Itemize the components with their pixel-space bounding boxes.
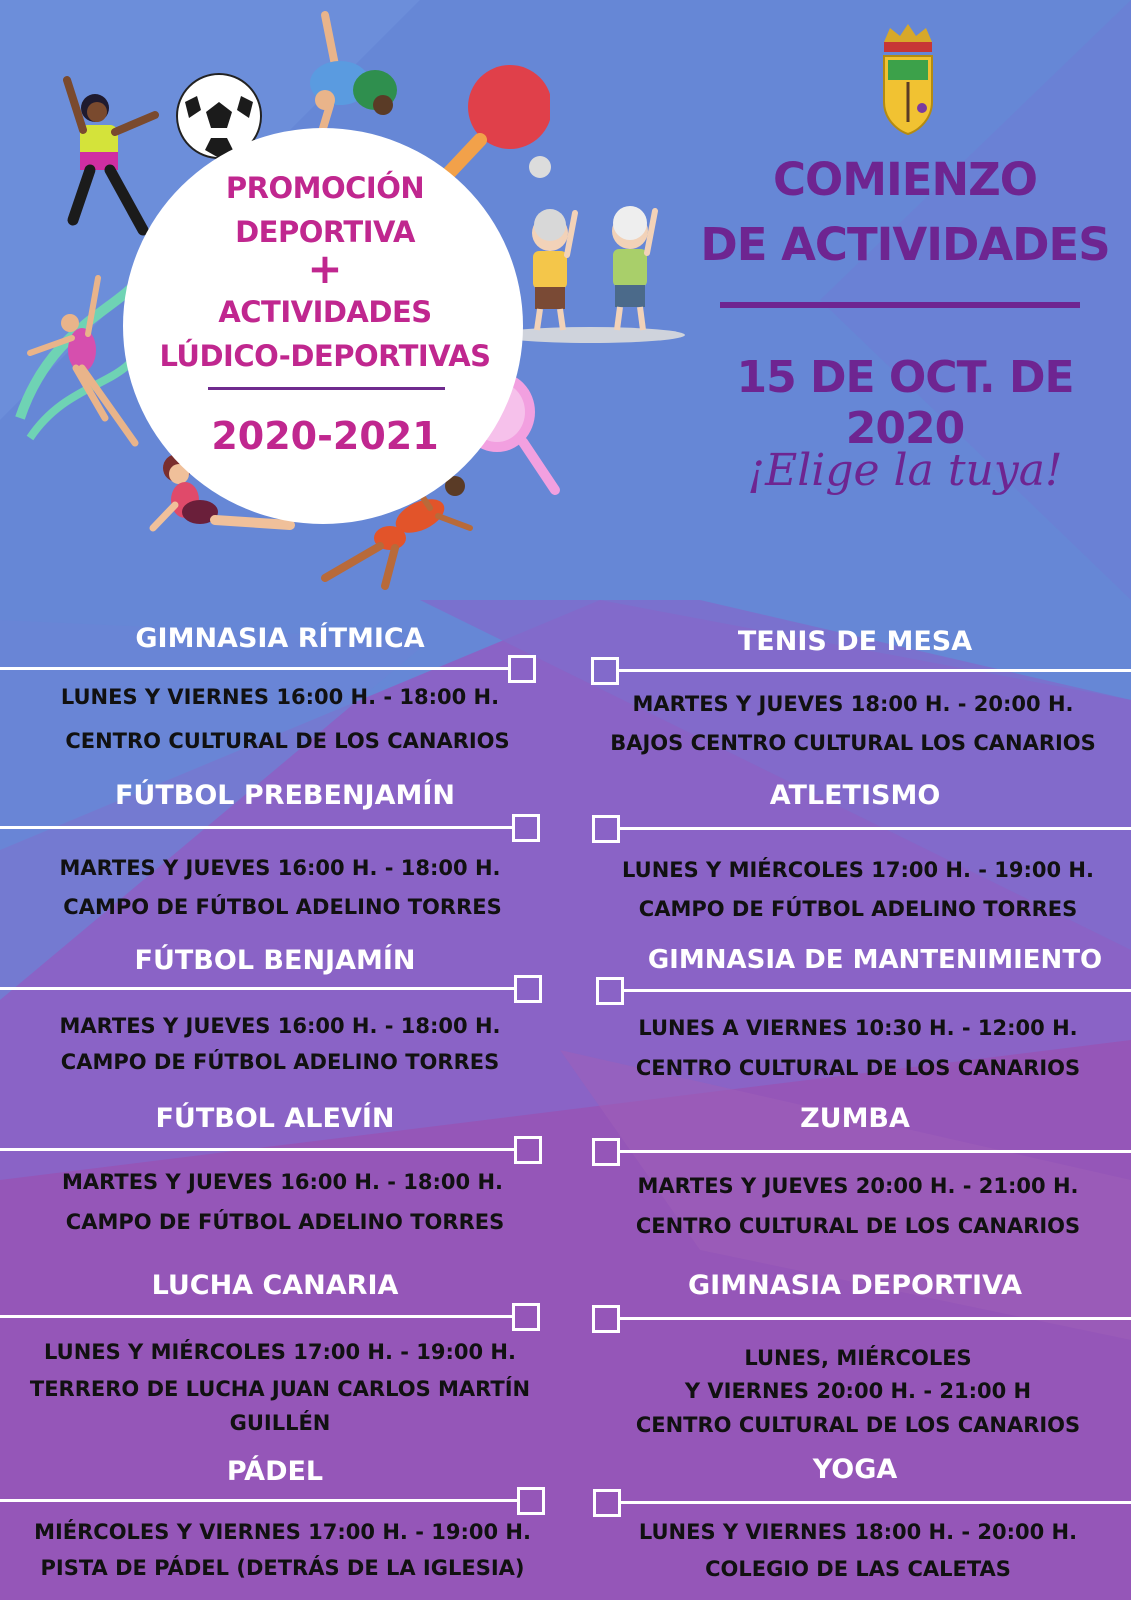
schedule-padel: MIÉRCOLES Y VIERNES 17:00 H. - 19:00 H. — [34, 1520, 531, 1544]
divider-line — [619, 669, 1131, 672]
schedule-lucha-canaria: LUNES Y MIÉRCOLES 17:00 H. - 19:00 H. — [44, 1340, 516, 1364]
divider-line — [0, 1315, 512, 1318]
divider-line — [620, 1150, 1131, 1153]
checkbox-futbol-prebenjamin[interactable] — [512, 814, 540, 842]
place-lucha-canaria-line1: TERRERO DE LUCHA JUAN CARLOS MARTÍN — [29, 1377, 531, 1401]
place-yoga: COLEGIO DE LAS CALETAS — [705, 1557, 1011, 1581]
divider-line — [0, 667, 508, 670]
schedule-atletismo: LUNES Y MIÉRCOLES 17:00 H. - 19:00 H. — [622, 858, 1094, 882]
place-futbol-alevin: CAMPO DE FÚTBOL ADELINO TORRES — [65, 1210, 505, 1234]
activity-title-futbol-benjamin: FÚTBOL BENJAMÍN — [134, 945, 416, 976]
divider-line — [621, 1501, 1131, 1504]
comienzo-divider — [720, 302, 1080, 308]
schedule-yoga: LUNES Y VIERNES 18:00 H. - 20:00 H. — [638, 1520, 1078, 1544]
place-gimnasia-deportiva: CENTRO CULTURAL DE LOS CANARIOS — [635, 1413, 1081, 1437]
place-lucha-canaria-line2: GUILLÉN — [229, 1411, 331, 1435]
activity-title-gimnasia-mantenimiento: GIMNASIA DE MANTENIMIENTO — [647, 945, 1103, 975]
schedule-futbol-prebenjamin: MARTES Y JUEVES 16:00 H. - 18:00 H. — [59, 856, 501, 880]
schedule-zumba: MARTES Y JUEVES 20:00 H. - 21:00 H. — [637, 1174, 1079, 1198]
place-futbol-benjamin: CAMPO DE FÚTBOL ADELINO TORRES — [60, 1050, 500, 1074]
divider-line — [0, 987, 514, 990]
place-gimnasia-ritmica: CENTRO CULTURAL DE LOS CANARIOS — [65, 729, 510, 753]
checkbox-zumba[interactable] — [592, 1138, 620, 1166]
activity-title-gimnasia-deportiva: GIMNASIA DEPORTIVA — [688, 1270, 1022, 1301]
activity-title-tenis-de-mesa: TENIS DE MESA — [737, 626, 973, 657]
checkbox-futbol-alevin[interactable] — [514, 1136, 542, 1164]
start-date: 15 DE OCT. DE 2020 — [736, 352, 1074, 454]
divider-line — [620, 827, 1131, 830]
activity-title-gimnasia-ritmica: GIMNASIA RÍTMICA — [135, 623, 425, 654]
promo-title-line1: PROMOCIÓN — [225, 171, 425, 205]
place-tenis-de-mesa: BAJOS CENTRO CULTURAL LOS CANARIOS — [610, 731, 1096, 755]
divider-line — [624, 989, 1131, 992]
activity-title-futbol-alevin: FÚTBOL ALEVÍN — [155, 1103, 395, 1134]
promo-title-line4: LÚDICO-DEPORTIVAS — [159, 339, 491, 373]
place-zumba: CENTRO CULTURAL DE LOS CANARIOS — [635, 1214, 1081, 1238]
schedule-gimnasia-mantenimiento: LUNES A VIERNES 10:30 H. - 12:00 H. — [638, 1016, 1078, 1040]
comienzo-title-line1: COMIENZO — [772, 153, 1038, 206]
season-label: 2020-2021 — [211, 414, 439, 458]
activity-title-zumba: ZUMBA — [800, 1103, 910, 1134]
divider-line — [0, 1148, 514, 1151]
place-atletismo: CAMPO DE FÚTBOL ADELINO TORRES — [638, 897, 1078, 921]
ping-pong-ball-icon — [528, 155, 552, 179]
divider-line — [0, 1499, 517, 1502]
schedule-gimnasia-ritmica: LUNES Y VIERNES 16:00 H. - 18:00 H. — [60, 685, 500, 709]
promo-divider — [208, 387, 445, 390]
slogan: ¡Elige la tuya! — [747, 445, 1063, 496]
schedule-gimnasia-deportiva-line2: Y VIERNES 20:00 H. - 21:00 H — [684, 1379, 1032, 1403]
divider-line — [620, 1317, 1131, 1320]
promo-title-line3: ACTIVIDADES — [218, 295, 432, 329]
checkbox-gimnasia-ritmica[interactable] — [508, 655, 536, 683]
checkbox-tenis-de-mesa[interactable] — [591, 657, 619, 685]
checkbox-futbol-benjamin[interactable] — [514, 975, 542, 1003]
checkbox-lucha-canaria[interactable] — [512, 1303, 540, 1331]
schedule-futbol-alevin: MARTES Y JUEVES 16:00 H. - 18:00 H. — [62, 1170, 503, 1194]
municipal-coat-of-arms-icon — [878, 22, 938, 137]
activity-title-padel: PÁDEL — [226, 1456, 324, 1487]
checkbox-atletismo[interactable] — [592, 815, 620, 843]
activity-title-lucha-canaria: LUCHA CANARIA — [151, 1270, 399, 1301]
checkbox-gimnasia-deportiva[interactable] — [592, 1305, 620, 1333]
schedule-gimnasia-deportiva-line1: LUNES, MIÉRCOLES — [744, 1346, 972, 1370]
seniors-exercising-illustration — [495, 195, 685, 345]
comienzo-title-line2: DE ACTIVIDADES — [700, 218, 1110, 271]
checkbox-yoga[interactable] — [593, 1489, 621, 1517]
divider-line — [0, 826, 512, 829]
checkbox-padel[interactable] — [517, 1487, 545, 1515]
schedule-tenis-de-mesa: MARTES Y JUEVES 18:00 H. - 20:00 H. — [632, 692, 1074, 716]
promo-title-line2: DEPORTIVA — [235, 215, 415, 249]
place-gimnasia-mantenimiento: CENTRO CULTURAL DE LOS CANARIOS — [635, 1056, 1081, 1080]
activity-title-atletismo: ATLETISMO — [769, 780, 941, 811]
activity-title-yoga: YOGA — [812, 1454, 898, 1485]
place-futbol-prebenjamin: CAMPO DE FÚTBOL ADELINO TORRES — [63, 895, 502, 919]
activity-title-futbol-prebenjamin: FÚTBOL PREBENJAMÍN — [114, 780, 456, 811]
place-padel: PISTA DE PÁDEL (DETRÁS DE LA IGLESIA) — [40, 1556, 525, 1580]
checkbox-gimnasia-mantenimiento[interactable] — [596, 977, 624, 1005]
promo-plus-sign: + — [307, 244, 343, 293]
schedule-futbol-benjamin: MARTES Y JUEVES 16:00 H. - 18:00 H. — [59, 1014, 501, 1038]
